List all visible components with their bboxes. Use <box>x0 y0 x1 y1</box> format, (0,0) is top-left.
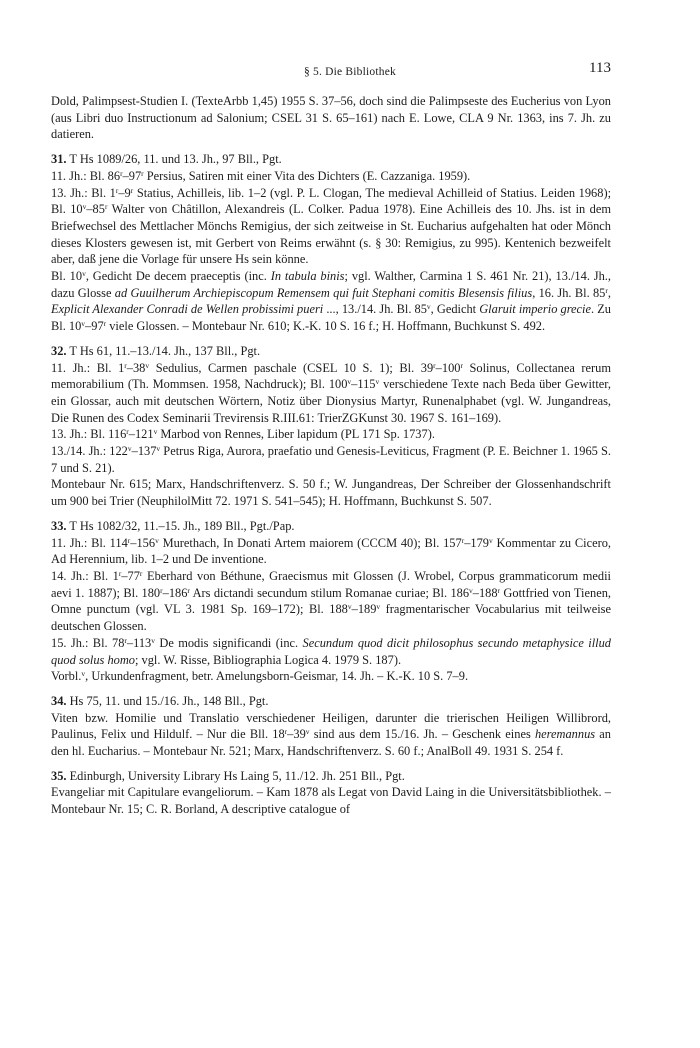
entry-heading-text: Edinburgh, University Library Hs Laing 5, 11./12. Jh. 251 Bll., Pgt. <box>69 768 405 783</box>
catalog-entry <box>51 768 611 818</box>
page-number: 113 <box>589 60 611 76</box>
entry-number: 32. <box>51 343 67 358</box>
entry-paragraph: 13. Jh.: Bl. 116$^r$–121$^v$ Marbod von Rennes, Liber lapidum (PL 171 Sp. 1737). <box>51 427 435 442</box>
entry-paragraph: Vorbl.$^v$, Urkundenfragment, betr. Amelungsborn-Geismar, 14. Jh. – K.-K. 10 S. 7–9. <box>51 669 469 684</box>
entry-paragraph: 11. Jh.: Bl. 1$^r$–38$^v$ Sedulius, Carmen paschale (CSEL 10 S. 1); Bl. 39$^r$–100$^r$ Solinus, Collectanea rerum memorabilium (Th. Mommsen. 1958, Nachdruck); Bl. 100$^v$–115$^v$ verschiedene Texte nach Beda über Gewitter, ein Glossar, auch mit deutschen Wörtern, Notiz über Dionysius Martyr, Runenalphabet (vgl. W. Jungandreas, Die Runen des Codex Seminarii Trevirensis R.III.61: TrierZGKunst 30. 1967 S. 161–169). <box>51 360 611 425</box>
entry-paragraph: 13. Jh.: Bl. 1$^r$–9$^r$ Statius, Achilleis, lib. 1–2 (vgl. P. L. Clogan, The medieval Achilleid of Statius. Leiden 1968); Bl. 10$^v$–85$^r$ Walter von Châtillon, Alexandreis (L. Colker. Padua 1978). Eine Achilleis des 10. Jhs. ist in dem Briefwechsel des Mettlacher Mönchs Remigius, der sich zeitweise in St. Eucharius aufgehalten hat oder Mönch dieses Klosters gewesen ist, mit Gerbert von Reims erwähnt (s. § 30: Remigius, zu 995). Kentenich bezweifelt aber, daß jene die Vorlage für unsere Hs sein könne. <box>51 185 612 267</box>
catalog-entry <box>51 518 611 685</box>
continuation-paragraph: Dold, Palimpsest-Studien I. (TexteArbb 1,45) 1955 S. 37–56, doch sind die Palimpseste des Eucherius von Lyon (aus Libri duo Instructionum ad Salonium; CSEL 31 S. 65–161) nach E. Lowe, CLA 9 Nr. 1363, ins 7. Jh. zu datieren. <box>51 94 611 142</box>
entry-heading <box>51 518 611 535</box>
document-body <box>51 93 611 818</box>
entry-number: 33. <box>51 518 67 533</box>
entry-heading-text: T Hs 61, 11.–13./14. Jh., 137 Bll., Pgt. <box>69 343 261 358</box>
entry-heading-text: T Hs 1089/26, 11. und 13. Jh., 97 Bll., Pgt. <box>69 152 282 167</box>
entry-paragraph: 13./14. Jh.: 122$^v$–137$^v$ Petrus Riga, Aurora, praefatio und Genesis-Leviticus, Fragment (P. E. Beichner 1. 1965 S. 7 und S. 21). <box>51 444 611 475</box>
running-head: § 5. Die Bibliothek <box>304 66 396 78</box>
entry-paragraph: Montebaur Nr. 615; Marx, Handschriftenverz. S. 50 f.; W. Jungandreas, Der Schreiber der Glossenhandschrift um 900 bei Trier (NeuphilolMitt 72. 1971 S. 541–545); H. Hoffmann, Buchkunst S. 507. <box>51 477 611 509</box>
catalog-entry <box>51 693 611 760</box>
entry-heading <box>51 693 611 710</box>
entry-paragraph: 11. Jh.: Bl. 114$^r$–156$^v$ Murethach, In Donati Artem maiorem (CCCM 40); Bl. 157$^r$–179$^v$ Kommentar zu Cicero, Ad Herennium, lib. 1–2 und De inventione. <box>51 535 611 567</box>
entry-heading-text: T Hs 1082/32, 11.–15. Jh., 189 Bll., Pgt./Pap. <box>69 518 295 533</box>
entry-heading-text: Hs 75, 11. und 15./16. Jh., 148 Bll., Pgt. <box>69 693 269 708</box>
entry-paragraph: 15. Jh.: Bl. 78$^r$–113$^v$ De modis significandi (inc. Secundum quod dicit philosophus secundo metaphysice illud quod solus homo; vgl. W. Risse, Bibliographia Logica 4. 1979 S. 187). <box>51 635 611 667</box>
entry-heading <box>51 151 611 168</box>
entry-paragraph: 14. Jh.: Bl. 1$^r$–77$^r$ Eberhard von Béthune, Graecismus mit Glossen (J. Wrobel, Corpus grammaticorum medii aevi 1. 1887); Bl. 180$^r$–186$^r$ Ars dictandi secundum stilum Romanae curiae; Bl. 186$^v$–188$^r$ Gottfried von Tienen, Omne punctum (vgl. VL 3. 1981 Sp. 169–172); Bl. 188$^v$–189$^v$ fragmentarischer Vocabularius mit teilweise deutschen Glossen. <box>51 568 612 634</box>
entry-number: 35. <box>51 768 67 783</box>
entry-paragraph: 11. Jh.: Bl. 86$^r$–97$^r$ Persius, Satiren mit einer Vita des Dichters (E. Cazzaniga. 1959). <box>51 168 471 183</box>
entry-number: 31. <box>51 152 67 167</box>
entry-paragraph: Evangeliar mit Capitulare evangeliorum. – Kam 1878 als Legat von David Laing in die Universitätsbibliothek. – Montebaur Nr. 15; C. R. Borland, A descriptive catalogue of <box>51 785 611 817</box>
page-header <box>0 60 700 80</box>
catalog-entry <box>51 343 611 510</box>
entry-heading <box>51 343 611 360</box>
entry-number: 34. <box>51 693 67 708</box>
entry-heading <box>51 768 611 785</box>
entry-paragraph: Viten bzw. Homilie und Translatio verschiedener Heiligen, darunter die trierischen Heiligen Willibrord, Paulinus, Felix und Hildulf. – Nur die Bll. 18$^r$–39$^v$ sind aus dem 15./16. Jh. – Geschenk eines heremannus an den hl. Eucharius. – Montebaur Nr. 521; Marx, Handschriftenverz. S. 60 f.; AnalBoll 49. 1931 S. 254 f. <box>51 710 612 759</box>
entry-paragraph: Bl. 10$^v$, Gedicht De decem praeceptis (inc. In tabula binis; vgl. Walther, Carmina 1 S. 461 Nr. 21), 13./14. Jh., dazu Glosse ad Guuilherum Archiepiscopum Remensem qui fuit Stephani comitis Blesensis filius, 16. Jh. Bl. 85$^r$, Explicit Alexander Conradi de Wellen probissimi pueri ..., 13./14. Jh. Bl. 85$^v$, Gedicht Glaruit imperio grecie. Zu Bl. 10$^v$–97$^r$ viele Glossen. – Montebaur Nr. 610; K.-K. 10 S. 16 f.; H. Hoffmann, Buchkunst S. 492. <box>51 269 611 334</box>
catalog-entry <box>51 151 611 335</box>
